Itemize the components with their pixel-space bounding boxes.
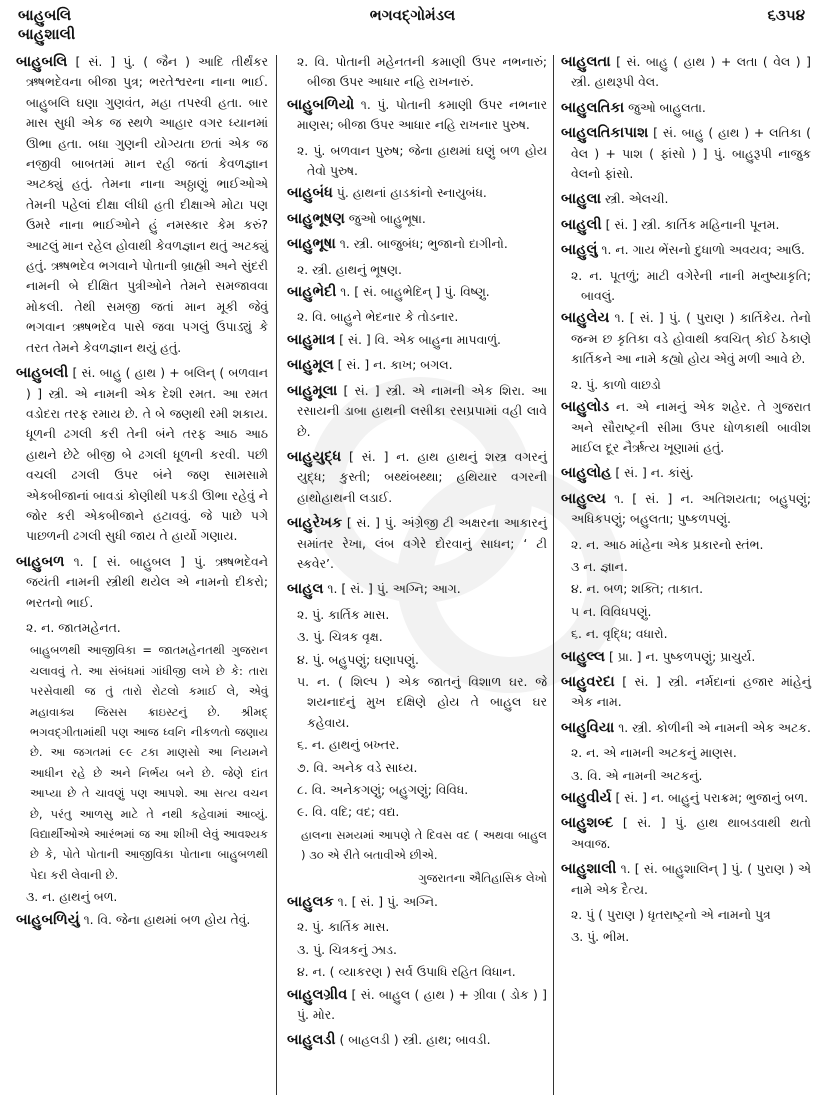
headword: બાહુલોડ	[561, 399, 610, 416]
headword: બાહુબંધ	[287, 185, 333, 202]
dictionary-entry	[287, 892, 547, 912]
definition-text: સ્ત્રી. એલચી.	[601, 191, 669, 207]
column-3	[561, 52, 811, 950]
column-divider	[276, 55, 277, 1095]
definition-text: [ સં. બાહુ ( હાથ ) + લતિકા ( વેલ ) + પાશ ( ફાંસો ) ] પું. બાહુરૂપી નાજુક વેલનો ફાંસો.	[571, 125, 811, 182]
sense-definition: ૬. ન. વૃદ્ધિ; વધારો.	[571, 626, 668, 642]
dictionary-entry	[561, 489, 811, 530]
sense-definition: ૯. વિ. વદિ; વદ; વદ્ય.	[297, 804, 400, 820]
sense-definition: ૩. પું. ભીમ.	[571, 929, 630, 945]
headword: બાહુલતા	[561, 54, 611, 70]
headword: બાહુમૂલા	[287, 382, 338, 399]
sense-definition: ૨. ન. પૂતળું; માટી વગેરેની નાની મનુષ્યાકૃતિ; બાવલું.	[571, 267, 811, 304]
sense-definition: ૪. પું. બહુપણું; ઘણાપણું.	[297, 651, 419, 667]
sense-definition: ૨. સ્ત્રી. હાથનું ભૂષણ.	[297, 261, 402, 277]
headword: બાહુભૂષા	[287, 236, 336, 253]
usage-quotation: હાલના સમયમાં આપણે તે દિવસ વદ ( અથવા બાહુલ ) ૩૦ એ રીતે બતાવીએ છીએ.	[301, 827, 547, 863]
headword: બાહુભેદી	[287, 284, 337, 301]
dictionary-entry	[561, 123, 811, 184]
headword: બાહુભૂષણ	[287, 210, 345, 227]
sense-definition: ૨. વિ. પોતાની મહેનતની કમાણી ઉપર નભનારું; બીજા ઉપર આધાર નહિ રાખનારું.	[297, 54, 547, 90]
definition-text: [ સં. બાહુલ ( હાથ ) + ગ્રીવા ( ડોક ) ] પું. મોર.	[297, 986, 547, 1023]
headword: બાહુલું	[561, 242, 598, 259]
usage-quotation: બાહુબળથી આજીવિકા = જાતમહેનતથી ગુજરાન ચલાવવું તે. આ સંબંધમાં ગાંધીજી લખે છે કે: તારા પરસેવાથી જ તું તારો રોટલો કમાઈ લે, એવું મહાવાક્ય જિસસ ક્રાઇસ્ટનું છે. શ્રીમદ્ ભગવદ્ગીતામાંથી પણ આજ ધ્વનિ નીકળતો જણાય છે. આ જગતમાં ૯૯ ટકા માણસો આ નિયમને આધીન રહે છે અને નિર્ભય બને છે. જેણે દાંત આપ્યા છે તે ચાવણું પણ આપશે. આ સત્ય વચન છે, પરંતુ આળસુ માટે તે નથી કહેવામાં આવ્યું. વિદ્યાર્થીઓએ આરંભમાં જ આ શીખી લેવું આવશ્યક છે કે, પોતે પોતાની આજીવિકા પોતાના બાહુબળથી પેદા કરી લેવાની છે.	[30, 643, 268, 882]
definition-text: [ સં. બાહુ ( હાથ ) + બલિન્ ( બળવાન ) ] સ્ત્રી. એ નામની એક દેશી રમત. આ રમત વડોદરા તરફ રમાય છે. તે બે જણથી રમી શકાય. ધૂળની ઢગલી કરી તેની બંને તરફ આઠ આઠ હાથને છેટે બીજી બે ઢગલી ધૂળની કરવી. પછી વચલી ઢગલી ઉપર બંને જણ સામસામે એકબીજાનાં બાવડાં કોણીથી પકડી ઊભા રહેવું ને જોર કરી એકબીજાને હટાવવું. જે પાછે પગે પાછળની ઢગલી સુધી જાય તે હાર્યો ગણાય.	[26, 365, 268, 544]
definition-text: ૧. પું. પોતાની કમાણી ઉપર નભનાર માણસ; બીજા ઉપર આધાર નહિ રાખનાર પુરુષ.	[297, 96, 547, 133]
dictionary-entry	[561, 98, 811, 118]
headword: બાહુશાલી	[561, 861, 617, 878]
sense-definition: ૩. વિ. એ નામની અટકનું.	[571, 767, 703, 783]
definition-text: [ સં. ] ન. હાથ હાથનું શસ્ત્ર વગરનું યુદ્ધ; કુસ્તી; બથ્થંબથ્થા; હથિયાર વગરની હાથોહાથની લડાઈ.	[297, 448, 547, 505]
definition-text: ૧. [ સં. ] ન. અતિશયતા; બહુપણું; અધિકપણું; બહુલતા; પુષ્કળપણું.	[571, 490, 811, 527]
sense-definition: ૩. ન. હાથનું બળ.	[26, 889, 118, 905]
headword: બાહુમાત્ર	[287, 331, 336, 348]
headword: બાહુયુદ્ધ	[287, 448, 342, 465]
dictionary-entry	[561, 813, 811, 854]
column-1	[16, 52, 268, 935]
column-divider	[553, 55, 554, 1095]
headword: બાહુલ	[287, 581, 324, 598]
headword: બાહુશબ્દ	[561, 815, 614, 832]
dictionary-entry	[561, 308, 811, 369]
definition-text: ૧. સ્ત્રી. બાજુબંધ; ભુજાનો દાગીનો.	[335, 236, 508, 252]
dictionary-title: ભગવદ્ગોમંડલ	[369, 6, 456, 24]
definition-text: [ સં. ] વિ. એક બાહુના માપવાળું.	[335, 331, 501, 347]
headword: બાહુલ્ય	[561, 490, 606, 507]
sense-definition: ૭. વિ. અનેક વડે સાધ્ય.	[297, 759, 418, 775]
definition-text: [ સં. બાહુ ( હાથ ) + લતા ( વેલ ) ] સ્ત્રી. હાથરૂપી વેલ.	[571, 54, 811, 90]
definition-text: જુઓ બાહુલતા.	[624, 99, 706, 115]
headword: બાહુલક	[287, 894, 334, 911]
dictionary-entry	[287, 381, 547, 442]
definition-text: [ સં. ] ન. બાહુનું પરાક્રમ; ભુજાનું બળ.	[611, 790, 809, 805]
dictionary-entry	[287, 513, 547, 574]
headword: બાહુલગ્રીવ	[287, 986, 348, 1003]
headword: બાહુલોહ	[561, 465, 612, 482]
sense-definition: ૨. ન. આઠ માંહેના એક પ્રકારનો સ્તંભ.	[571, 536, 764, 552]
definition-text: ૧. [ સં. બાહુભેદિન્ ] પું. વિષ્ણુ.	[336, 284, 490, 300]
headword: બાહુરેખક	[287, 515, 343, 532]
headword: બાહુબળ	[16, 553, 65, 570]
definition-text: [ સં. ] પું. હાથ થાબડવાથી થતો અવાજ.	[571, 815, 811, 851]
definition-text: ૧. [ સં. બાહુશાલિન્ ] પું. ( પુરાણ ) એ નામે એક દૈત્ય.	[571, 861, 811, 897]
dictionary-entry	[561, 859, 811, 900]
dictionary-entry	[561, 647, 811, 667]
definition-text: [ સં. ] સ્ત્રી. નર્મદાનાં હજાર માંહેનું એક નામ.	[571, 673, 811, 710]
dictionary-entry	[561, 189, 811, 209]
sense-definition: ૫. ન. ( શિલ્પ ) એક જાતનું વિશાળ ઘર. જે શયનાદનું મુખ દક્ષિણે હોય તે બાહુલ ઘર કહેવાય.	[297, 673, 547, 730]
headword: બાહુલ્લ	[561, 648, 606, 665]
sense-definition: ૨. પું. બળવાન પુરુષ; જેના હાથમાં ઘણું બળ હોય તેવો પુરુષ.	[297, 142, 547, 179]
headword: બાહુવરદા	[561, 673, 615, 690]
dictionary-entry	[287, 447, 547, 508]
sense-definition: ૩ ન. જ્ઞાન.	[571, 558, 628, 574]
headword: બાહુલી	[561, 216, 602, 233]
dictionary-entry	[287, 579, 547, 599]
definition-text: ૧. [ સં. ] પું. ( પુરાણ ) કાર્તિકેય. તેનો જન્મ છ કૃતિકા વડે હોવાથી ક્વચિત્ કોઈ ઠેકાણે કાર્તિકને આ નામે કહ્યો હોય એવું મળી આવે છે.	[571, 310, 811, 367]
dictionary-entry	[561, 788, 811, 808]
sense-definition: ૩. પું. ચિત્રક વૃક્ષ.	[297, 629, 383, 645]
sense-definition: ૨. પું. કાર્તિક માસ.	[297, 606, 390, 622]
headword: બાહુબળિયું	[16, 911, 80, 928]
dictionary-entry	[561, 397, 811, 458]
headword: બાહુલતિકા	[561, 99, 625, 116]
dictionary-entry	[287, 95, 547, 136]
quotation-source: ગુજરાતના ઐતિહાસિક લેખો	[418, 870, 547, 885]
column-2	[287, 52, 547, 1056]
definition-text: ૧. [ સં. ] પું. અગ્નિ; આગ.	[323, 581, 461, 597]
dictionary-entry	[561, 52, 811, 93]
headword: બાહુવિયા	[561, 719, 615, 736]
definition-text: [ સં. ] પું. અંગ્રેજી ટી અક્ષરના આકારનું સમાંતર રેખા, લંબ વગેરે દોરવાનું સાધન; ‘ ટી સ્કવેર’.	[297, 515, 547, 571]
headword: બાહુવીર્ય	[561, 790, 612, 806]
sense-definition: ૨. પું. કાળો વાછડો	[571, 376, 661, 392]
definition-text: [ સં. ] સ્ત્રી. એ નામની એક શિરા. આ રસાયની ડાબા હાથની લસીકા રસપ્રપામાં વહી લાવે છે.	[297, 382, 547, 439]
dictionary-entry	[16, 52, 268, 358]
dictionary-entry	[287, 330, 547, 350]
definition-text: [ સં. ] ન. કાંસું.	[611, 465, 694, 481]
dictionary-entry	[16, 363, 268, 547]
definition-text: ( બાહલડી ) સ્ત્રી. હાથ; બાવડી.	[335, 1032, 491, 1048]
sense-definition: ૫ ન. વિવિધપણું.	[571, 603, 652, 619]
dictionary-entry	[561, 215, 811, 235]
headword: બાહુલા	[561, 191, 602, 208]
dictionary-entry	[287, 183, 547, 203]
definition-text: ૧. [ સં. બાહુબલ ] પું. ઋષભદેવને જયંતી નામની સ્ત્રીથી થયેલ એ નામનો દીકરો; ભરતનો ભાઈ.	[26, 553, 268, 610]
headword: બાહુબલી	[16, 365, 69, 382]
dictionary-entry	[287, 355, 547, 375]
dictionary-entry	[561, 672, 811, 713]
sense-definition: ૨. પું. કાર્તિક માસ.	[297, 919, 390, 935]
dictionary-entry	[287, 282, 547, 302]
first-guide-word: બાહુબલિ	[18, 6, 72, 24]
sense-definition: ૩. પું. ચિત્રકનું ઝાડ.	[297, 941, 397, 957]
definition-text: [ સં. ] સ્ત્રી. કાર્તિક મહિનાની પૂનમ.	[601, 216, 780, 232]
definition-text: જુઓ બાહુભૂષા.	[344, 210, 426, 226]
sense-definition: ૬. ન. હાથનું બખ્તર.	[297, 737, 400, 753]
headword: બાહુલડી	[287, 1032, 336, 1049]
sense-definition: ૪. ન. બળ; શક્તિ; તાકાત.	[571, 581, 704, 597]
headword: બાહુબલિ	[16, 54, 68, 70]
dictionary-entry	[287, 1030, 547, 1050]
definition-text: ૧. [ સં. ] પું. અગ્નિ.	[333, 894, 438, 910]
definition-text: ન. એ નામનું એક શહેર. તે ગુજરાત અને સૌરાષ્ટ્રની સીમા ઉપર ધોળકાથી બાવીશ માઈલ દૂર નૈર્ઋત્ય ખૂણામાં હતું.	[571, 399, 811, 455]
definition-text: પું. હાથનાં હાડકાંનો સ્નાયુબંધ.	[332, 185, 487, 201]
headword: બાહુમૂલ	[287, 357, 334, 374]
definition-text: [ સં. ] ન. કાખ; બગલ.	[333, 357, 453, 373]
dictionary-entry	[561, 718, 811, 738]
sense-definition: ૨. ન. એ નામની અટકનું માણસ.	[571, 745, 737, 761]
dictionary-entry	[287, 985, 547, 1026]
dictionary-entry	[16, 910, 268, 930]
dictionary-entry	[16, 552, 268, 613]
dictionary-entry	[561, 240, 811, 260]
last-guide-word: બાહુશાલી	[18, 25, 76, 43]
dictionary-entry	[287, 234, 547, 254]
definition-text: ૧. સ્ત્રી. કોળીની એ નામની એક અટક.	[614, 719, 811, 735]
definition-text: ૧. ન. ગાય ભેંસનો દુધાળો અવયવ; આઉ.	[597, 242, 805, 258]
sense-definition: ૮. વિ. અનેકગણું; બહુગણું; વિવિધ.	[297, 782, 469, 797]
page-header	[0, 0, 825, 52]
dictionary-entry	[561, 463, 811, 483]
headword: બાહુલેય	[561, 310, 610, 327]
sense-definition: ૨. ન. જાતમહેનત.	[26, 619, 121, 635]
definition-text: [ સં. ] પું. ( જૈન ) આદિ તીર્થંકર ઋષભદેવના બીજા પુત્ર; ભરતેશ્વરના નાના ભાઈ. બાહુબલિ ઘણા ગુણવંત, મહા તપસ્વી હતા. બાર માસ સુધી એક જ સ્થળે આહાર વગર ધ્યાનમાં ઊભા હતા. બધા ગુણની યોગ્યતા છતાં એક જ નજીવી બાબતમાં માન રહી જતાં કેવળજ્ઞાન અટક્યું હતું. તેમના નાના અઠ્ઠાણું ભાઈઓએ તેમની પહેલાં દીક્ષા લીધી હતી દીક્ષાએ મોટા પણ ઉમરે નાના ભાઈઓને હું નમસ્કાર કેમ કરું? આટલું માન રહેલ હોવાથી કેવળજ્ઞાન થતું અટક્યું હતું. ઋષભદેવ ભગવાને પોતાની બ્રાહ્મી અને સુંદરી નામની બે દીક્ષિત પુત્રીઓને તેમને સમજાવવા મોકલી. તેથી સમજી જતાં માન મૂકી જેવું ભગવાન ઋષભદેવ પાસે જવા પગલું ઉપાડ્યું કે તરત તેમને કેવળજ્ઞાન થયું હતું.	[26, 54, 268, 355]
page-number: ૬૩૫૪	[767, 6, 805, 24]
sense-definition: ૨. પું ( પુરાણ ) ધૃતરાષ્ટ્રનો એ નામનો પુત્ર	[571, 907, 771, 923]
headword: બાહુબળિયો	[287, 96, 355, 113]
headword: બાહુલતિકાપાશ	[561, 125, 649, 142]
sense-definition: ૨. વિ. બાહુને ભેદનાર કે તોડનાર.	[297, 309, 459, 325]
dictionary-entry	[287, 209, 547, 229]
definition-text: ૧. વિ. જેના હાથમાં બળ હોય તેવું.	[79, 911, 251, 927]
definition-text: [ પ્રા. ] ન. પુષ્કળપણું; પ્રાચુર્ય.	[605, 648, 756, 664]
sense-definition: ૪. ન. ( વ્યાકરણ ) સર્વ ઉપાધિ રહિત વિધાન.	[297, 964, 516, 980]
